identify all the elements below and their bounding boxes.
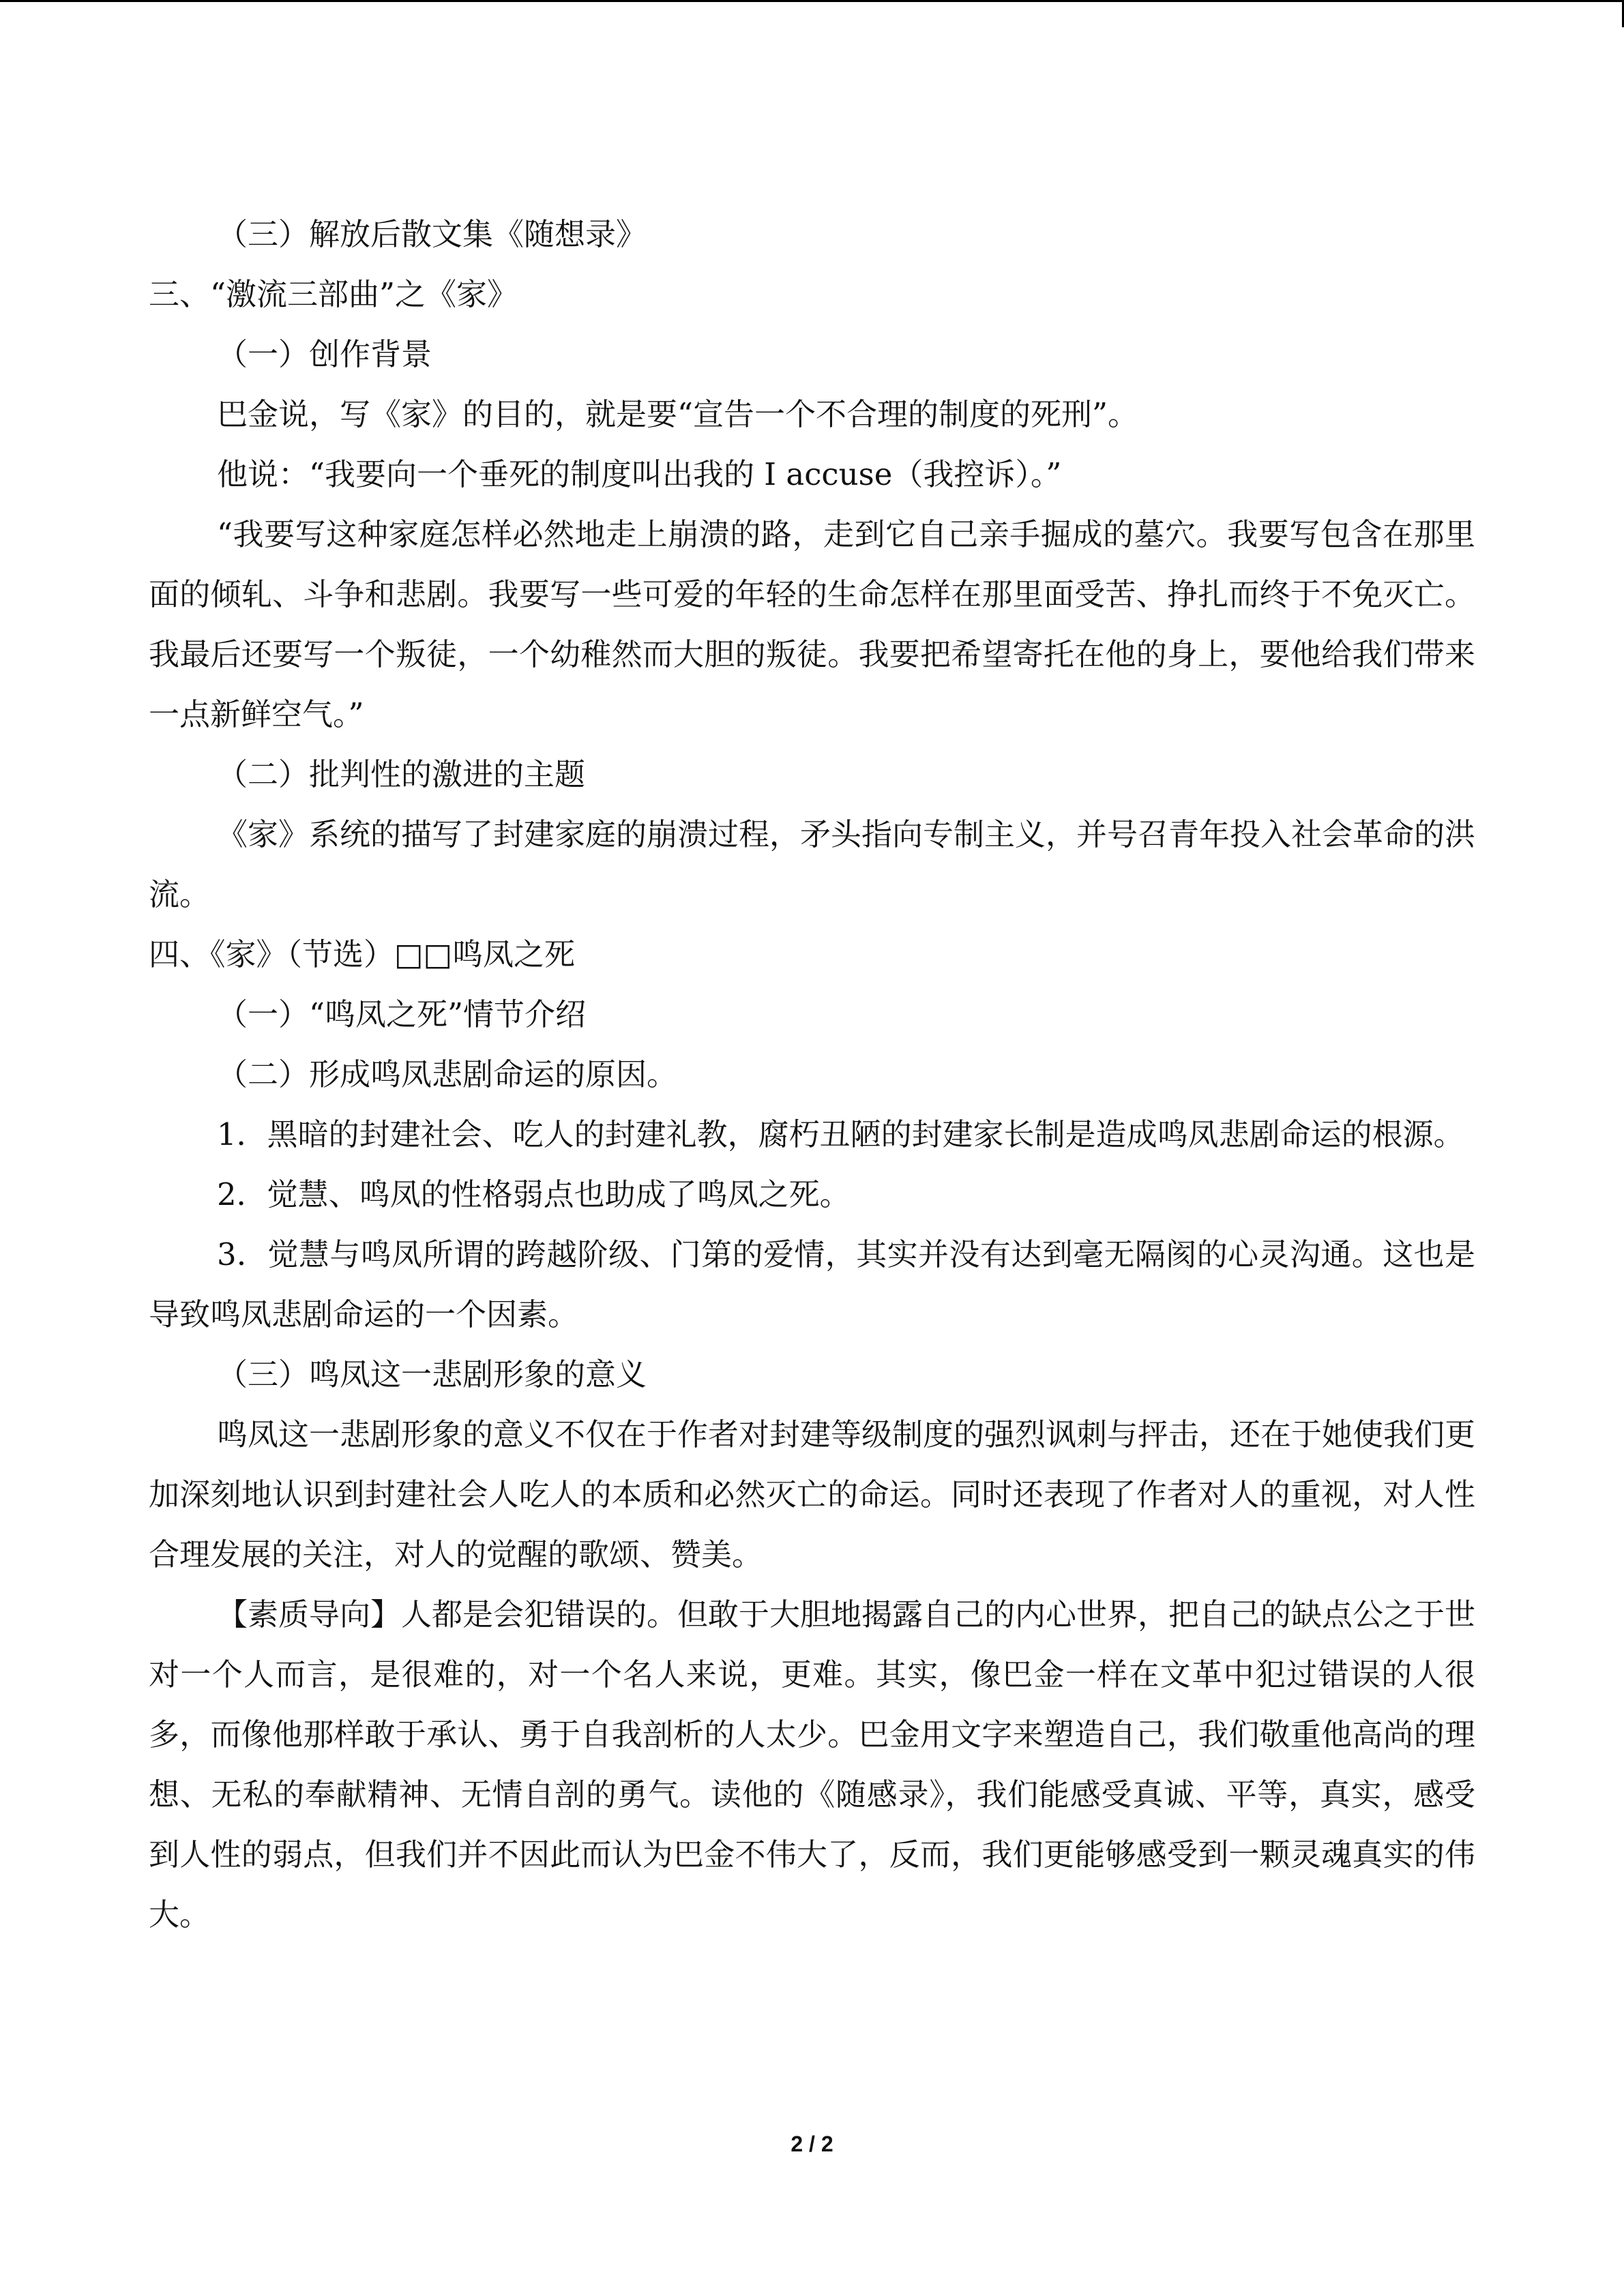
quote-paragraph: “我要写这种家庭怎样必然地走上崩溃的路，走到它自己亲手掘成的墓穴。我要写包含在那里面的倾轧、斗争和悲剧。我要写一些可爱的年轻的生命怎样在那里面受苦、挣扎而终于不免灭亡。我最后还要写一个叛徒，一个幼稚然而大胆的叛徒。我要把希望寄托在他的身上，要他给我们带来一点新鲜空气。”: [149, 516, 1475, 732]
section-subheading: （三）解放后散文集《随想录》: [217, 216, 647, 252]
section-subheading: （二）形成鸣凤悲剧命运的原因。: [217, 1056, 678, 1092]
list-item: 1．黑暗的封建社会、吃人的封建礼教，腐朽丑陋的封建家长制是造成鸣凤悲剧命运的根源。: [217, 1116, 1464, 1152]
quality-guidance-paragraph: 【素质导向】人都是会犯错误的。但敢于大胆地揭露自己的内心世界，把自己的缺点公之于世对一个人而言，是很难的，对一个名人来说，更难。其实，像巴金一样在文革中犯过错误的人很多，而像他那样敢于承认、勇于自我剖析的人太少。巴金用文字来塑造自己，我们敬重他高尚的理想、无私的奉献精神、无情自剖的勇气。读他的《随感录》，我们能感受真诚、平等，真实，感受到人性的弱点，但我们并不因此而认为巴金不伟大了，反而，我们更能够感受到一颗灵魂真实的伟大。: [149, 1596, 1476, 1933]
section-subheading: （三）鸣凤这一悲剧形象的意义: [217, 1356, 647, 1392]
section-subheading: （一）“鸣凤之死”情节介绍: [217, 996, 587, 1032]
list-item: 3．觉慧与鸣凤所谓的跨越阶级、门第的爱情，其实并没有达到毫无隔阂的心灵沟通。这也是导致鸣凤悲剧命运的一个因素。: [149, 1236, 1475, 1332]
page-number: 2 / 2: [791, 2132, 833, 2156]
section-heading: 三、“激流三部曲”之《家》: [149, 276, 518, 312]
section-heading: 四、《家》（节选）□□鸣凤之死: [149, 936, 576, 972]
body-paragraph: 他说：“我要向一个垂死的制度叫出我的 I accuse（我控诉）。”: [217, 456, 1062, 492]
body-paragraph: 鸣凤这一悲剧形象的意义不仅在于作者对封建等级制度的强烈讽刺与抨击，还在于她使我们更加深刻地认识到封建社会人吃人的本质和必然灭亡的命运。同时还表现了作者对人的重视，对人性合理发展的关注，对人的觉醒的歌颂、赞美。: [149, 1416, 1476, 1572]
body-paragraph: 巴金说，写《家》的目的，就是要“宣告一个不合理的制度的死刑”。: [217, 396, 1139, 432]
document-body: [149, 205, 1475, 1945]
body-paragraph: 《家》系统的描写了封建家庭的崩溃过程，矛头指向专制主义，并号召青年投入社会革命的洪流。: [149, 816, 1476, 912]
page-top-border: [0, 0, 1624, 2]
section-subheading: （二）批判性的激进的主题: [217, 756, 586, 792]
list-item: 2．觉慧、鸣凤的性格弱点也助成了鸣凤之死。: [217, 1176, 851, 1212]
section-subheading: （一）创作背景: [217, 336, 432, 372]
